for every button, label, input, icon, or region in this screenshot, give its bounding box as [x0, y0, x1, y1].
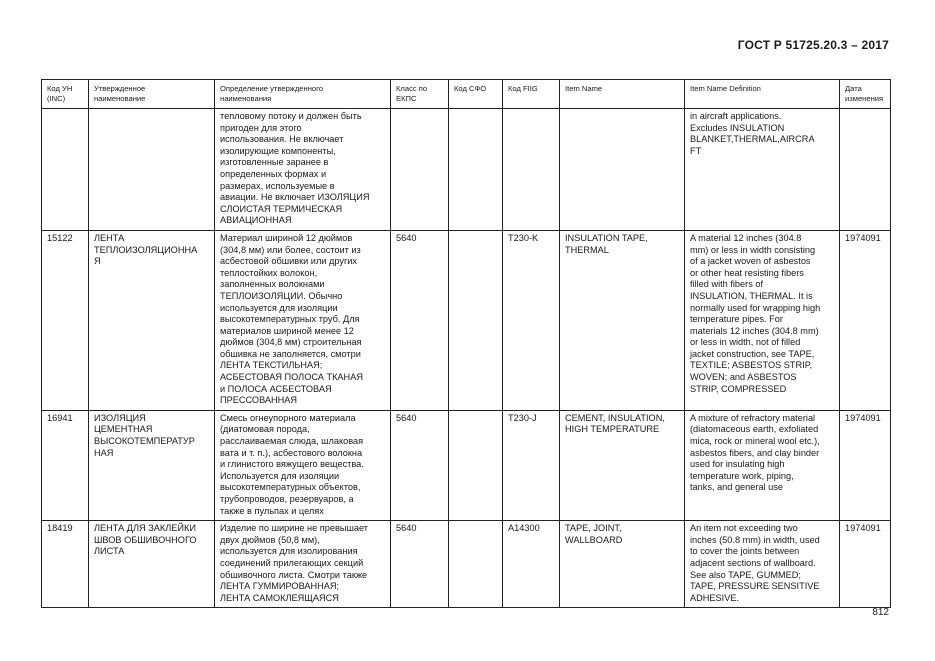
cell-date: 1974091 — [840, 521, 891, 608]
cell-definition-en: A mixture of refractory material (diatomaceous earth, exfoliated mica, rock or mineral wool etc.), asbestos fibers, and clay binder used for insulating high temperature work, piping, tanks, and general use — [685, 410, 840, 520]
cell-item-name: INSULATION TAPE, THERMAL — [560, 230, 685, 410]
cell-inc — [42, 109, 89, 231]
cell-inc: 15122 — [42, 230, 89, 410]
cell-definition-en: An item not exceeding two inches (50.8 mm) in width, used to cover the joints between adjacent sections of wallboard. See also TAPE, GUMMED; TAPE, PRESSURE SENSITIVE ADHESIVE. — [685, 521, 840, 608]
cell-name-ru: ЛЕНТА ТЕПЛОИЗОЛЯЦИОННА Я — [89, 230, 215, 410]
cell-date: 1974091 — [840, 410, 891, 520]
cell-date: 1974091 — [840, 230, 891, 410]
cell-fiig: A14300 — [503, 521, 560, 608]
cell-item-name: CEMENT, INSULATION, HIGH TEMPERATURE — [560, 410, 685, 520]
cell-ekps: 5640 — [391, 230, 449, 410]
cell-ekps — [391, 109, 449, 231]
column-header-fiig-code: Код FIIG — [503, 80, 560, 109]
page-number: 812 — [872, 607, 889, 618]
cell-ekps: 5640 — [391, 521, 449, 608]
cell-inc: 18419 — [42, 521, 89, 608]
cell-definition-en: A material 12 inches (304.8 mm) or less in width consisting of a jacket woven of asbestos or other heat resisting fibers filled with fibers of INSULATION, THERMAL. It is normally used for wrapping high temperature pipes. For materials 12 inches (304.8 mm) or less in width, not of filled jacket construction, see TAPE, TEXTILE; ASBESTOS STRIP, WOVEN; and ASBESTOS STRIP, COMPRESSED — [685, 230, 840, 410]
cell-name-ru: ИЗОЛЯЦИЯ ЦЕМЕНТНАЯ ВЫСОКОТЕМПЕРАТУР НАЯ — [89, 410, 215, 520]
cell-date — [840, 109, 891, 231]
cell-name-ru — [89, 109, 215, 231]
column-header-approved-name: Утвержденное наименование — [89, 80, 215, 109]
cell-sfo — [449, 410, 503, 520]
table-row — [42, 410, 891, 520]
cell-definition-ru: Материал шириной 12 дюймов (304,8 мм) или более, состоит из асбестовой обшивки или других теплостойких волокон, заполненных волокнами ТЕПЛОИЗОЛЯЦИИ. Обычно используется для изоляции высокотемпературных труб. Для материалов шириной менее 12 дюймов (304,8 мм) строительная обшивка не заполняется, смотри ЛЕНТА ТЕКСТИЛЬНАЯ; АСБЕСТОВАЯ ПОЛОСА ТКАНАЯ и ПОЛОСА АСБЕСТОВАЯ ПРЕССОВАННАЯ — [215, 230, 391, 410]
table-row-continuation — [42, 109, 891, 231]
cell-ekps: 5640 — [391, 410, 449, 520]
classification-table — [41, 79, 891, 608]
cell-fiig: T230-J — [503, 410, 560, 520]
cell-sfo — [449, 230, 503, 410]
cell-inc: 16941 — [42, 410, 89, 520]
cell-item-name: TAPE, JOINT, WALLBOARD — [560, 521, 685, 608]
cell-definition-ru: Смесь огнеупорного материала (диатомовая порода, расслаиваемая слюда, шлаковая вата и т. п.), асбестового волокна и глинистого вяжущего вещества. Используется для изоляции высокотемпературных объектов, трубопроводов, резервуаров, а также в пульпах и целях — [215, 410, 391, 520]
document-code-header: ГОСТ Р 51725.20.3 – 2017 — [737, 38, 889, 52]
column-header-ekps-class: Класс по ЕКПС — [391, 80, 449, 109]
table-header-row — [42, 80, 891, 109]
cell-fiig — [503, 109, 560, 231]
cell-item-name — [560, 109, 685, 231]
cell-definition-ru: Изделие по ширине не превышает двух дюймов (50,8 мм), используется для изолирования соединений прилегающих секций обшивочного листа. Смотри также ЛЕНТА ГУММИРОВАННАЯ; ЛЕНТА САМОКЛЕЯЩАЯСЯ — [215, 521, 391, 608]
table-row — [42, 521, 891, 608]
cell-definition-en: in aircraft applications. Excludes INSULATION BLANKET,THERMAL,AIRCRA FT — [685, 109, 840, 231]
column-header-item-name: Item Name — [560, 80, 685, 109]
cell-name-ru: ЛЕНТА ДЛЯ ЗАКЛЕЙКИ ШВОВ ОБШИВОЧНОГО ЛИСТА — [89, 521, 215, 608]
cell-sfo — [449, 521, 503, 608]
table-row — [42, 230, 891, 410]
cell-sfo — [449, 109, 503, 231]
column-header-change-date: Дата изменения — [840, 80, 891, 109]
cell-definition-ru: тепловому потоку и должен быть пригоден для этого использования. Не включает изолирующие компоненты, изготовленные заранее в определенных формах и размерах, используемые в авиации. Не включает ИЗОЛЯЦИЯ СЛОИСТАЯ ТЕРМИЧЕСКАЯ АВИАЦИОННАЯ — [215, 109, 391, 231]
column-header-item-name-definition: Item Name Definition — [685, 80, 840, 109]
column-header-definition-ru: Определение утвержденного наименования — [215, 80, 391, 109]
column-header-sfo-code: Код СФО — [449, 80, 503, 109]
cell-fiig: T230-K — [503, 230, 560, 410]
column-header-inc: Код УН (INC) — [42, 80, 89, 109]
